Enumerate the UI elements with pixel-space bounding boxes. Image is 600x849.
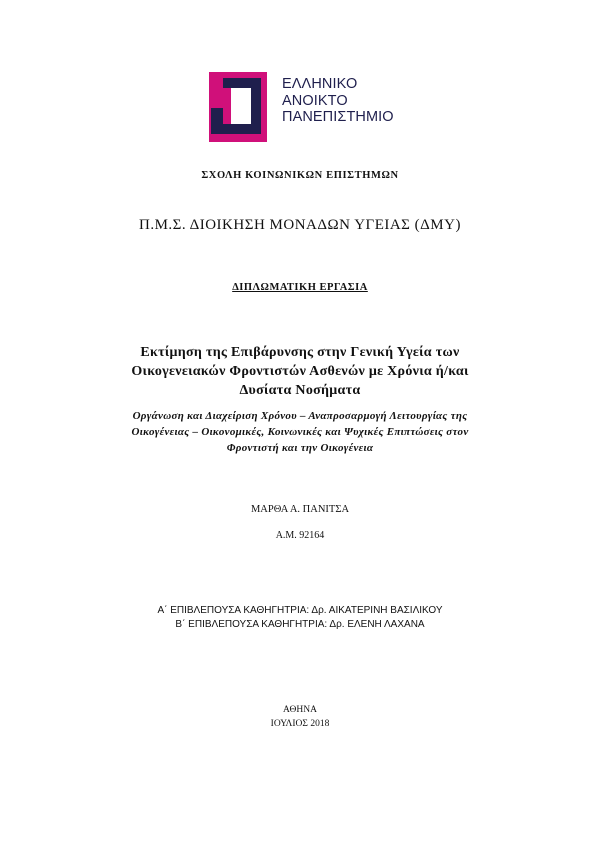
date: ΙΟΥΛΙΟΣ 2018	[270, 719, 330, 729]
supervisors-block	[0, 604, 600, 632]
thesis-subtitle	[0, 408, 600, 456]
author-name: ΜΑΡΘΑ Α. ΠΑΝΙΤΣΑ	[250, 504, 350, 515]
supervisor-line: Β΄ ΕΠΙΒΛΕΠΟΥΣΑ ΚΑΘΗΓΗΤΡΙΑ: Δρ. ΕΛΕΝΗ ΛΑΧΑΝΑ	[175, 619, 425, 630]
title-line: Οικογενειακών Φροντιστών Ασθενών με Χρόνια ή/και	[131, 364, 469, 379]
logo-emblem-icon	[209, 72, 275, 142]
university-logo	[209, 72, 409, 142]
subtitle-line: Φροντιστή και την Οικογένεια	[226, 442, 374, 454]
logo-line: ΕΛΛΗΝΙΚΟ	[282, 76, 358, 92]
thesis-type-label: ΔΙΠΛΩΜΑΤΙΚΗ ΕΡΓΑΣΙΑ	[232, 282, 368, 293]
thesis-type	[0, 282, 600, 293]
thesis-title	[0, 343, 600, 400]
logo-wordmark	[282, 76, 394, 126]
title-line: Δυσίατα Νοσήματα	[239, 383, 361, 398]
program-name: Π.Μ.Σ. ΔΙΟΙΚΗΣΗ ΜΟΝΑΔΩΝ ΥΓΕΙΑΣ (ΔΜΥ)	[139, 217, 461, 233]
logo-line: ΑΝΟΙΚΤΟ	[282, 92, 348, 109]
subtitle-line: Οικογένειας – Οικονομικές, Κοινωνικές και Ψυχικές Επιπτώσεις στον	[131, 426, 469, 438]
school-name: ΣΧΟΛΗ ΚΟΙΝΩΝΙΚΩΝ ΕΠΙΣΤΗΜΩΝ	[201, 170, 399, 181]
logo-line: ΠΑΝΕΠΙΣΤΗΜΙΟ	[282, 109, 394, 125]
city: ΑΘΗΝΑ	[283, 705, 317, 715]
registration-number: Α.Μ. 92164	[275, 530, 325, 541]
supervisor-line: Α΄ ΕΠΙΒΛΕΠΟΥΣΑ ΚΑΘΗΓΗΤΡΙΑ: Δρ. ΑΙΚΑΤΕΡΙΝΗ ΒΑΣΙΛΙΚΟΥ	[157, 605, 443, 616]
subtitle-line: Οργάνωση και Διαχείριση Χρόνου – Αναπροσαρμογή Λειτουργίας της	[132, 410, 468, 422]
title-line: Εκτίμηση της Επιβάρυνσης στην Γενική Υγεία των	[140, 345, 460, 360]
